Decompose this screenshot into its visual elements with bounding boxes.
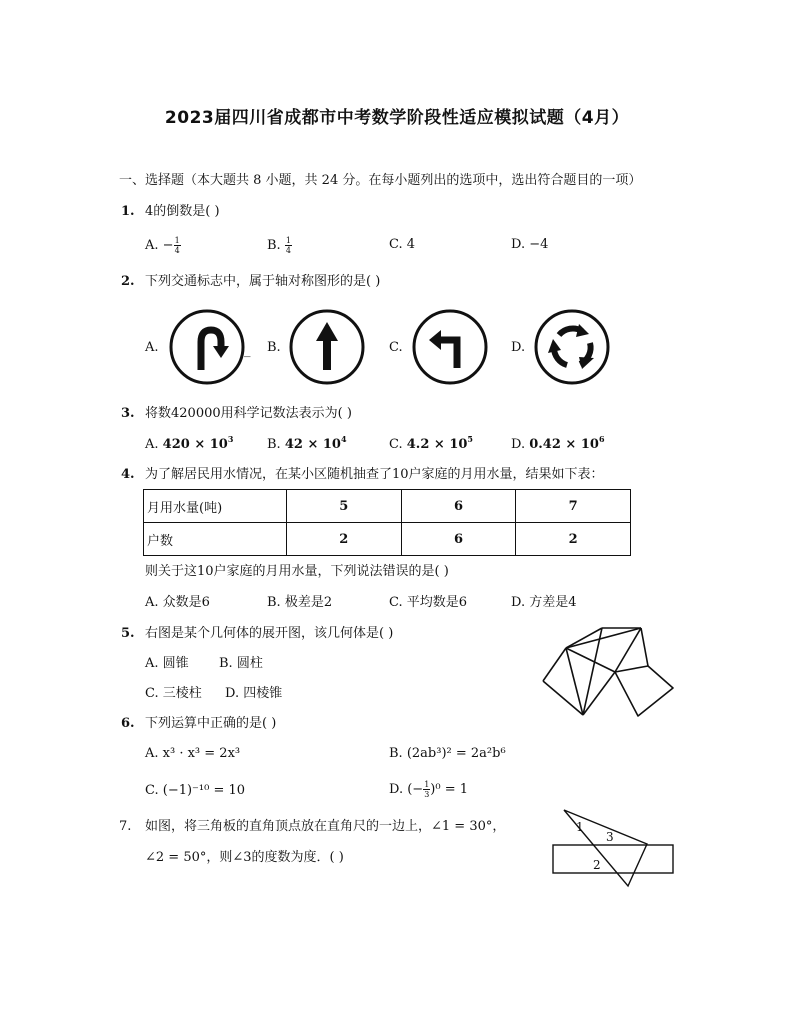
q3-option-d-exponent: 6 [598,434,605,444]
q1-option-a-sign: − [162,238,174,253]
q1-option-a-denominator: 4 [174,246,180,255]
q6-option-d[interactable] [389,780,468,799]
q2-option-d-label[interactable]: D. [511,340,526,355]
table-row [144,490,631,523]
section-header: 一、选择题（本大题共 8 小题，共 24 分。在每小题列出的选项中，选出符合题目的一项） [119,173,642,188]
q5-option-d[interactable]: D. 四棱锥 [225,686,283,701]
q3-option-c-exponent: 5 [467,434,473,444]
triangle-ruler-figure [550,808,676,890]
q6-option-b[interactable]: B. (2ab³)² = 2a²b⁶ [389,746,506,761]
q5-number: 5. [121,626,135,641]
q3-option-d[interactable] [511,436,605,454]
q6-option-c[interactable]: C. (−1)⁻¹⁰ = 10 [145,783,246,798]
q1-option-c[interactable]: C. 4 [389,237,416,252]
q4-stem: 为了解居民用水情况，在某小区随机抽查了10户家庭的月用水量，结果如下表： [145,467,604,482]
q3-option-c-base: 4.2 × 10 [406,437,468,452]
q2-option-b-label[interactable]: B. [267,340,281,355]
q1-option-a-numerator: 1 [174,236,180,245]
q4-option-a[interactable]: A. 众数是6 [145,595,210,610]
table-cell: 2 [516,523,631,556]
q5-option-c[interactable]: C. 三棱柱 [145,686,202,701]
q3-option-b-label: B. [267,437,281,452]
q5-option-a[interactable]: A. 圆锥 [145,656,189,671]
q2-option-a-label[interactable]: A. [145,340,159,355]
q1-option-d[interactable]: D. −4 [511,237,549,252]
page-title: 2023届四川省成都市中考数学阶段性适应模拟试题（4月） [164,108,630,128]
q7-line-1: 如图，将三角板的直角顶点放在直角尺的一边上，∠1 = 30°， [145,819,506,834]
q1-option-b-label: B. [267,238,281,253]
q4-option-c[interactable]: C. 平均数是6 [389,595,468,610]
angle-3-label: 3 [606,830,614,844]
q3-stem: 将数420000用科学记数法表示为( ) [145,406,352,421]
q3-option-a[interactable] [145,436,233,454]
q2-blank: _ [244,343,251,358]
q6-option-a[interactable]: A. x³ · x³ = 2x³ [145,746,241,761]
q4-option-b[interactable]: B. 极差是2 [267,595,333,610]
q6-number: 6. [121,716,135,731]
q4-option-d[interactable]: D. 方差是4 [511,595,577,610]
q6-option-d-open: (− [407,782,424,797]
q1-option-b-denominator: 4 [285,246,291,255]
straight-arrow-sign-icon[interactable] [288,308,366,386]
q3-option-a-label: A. [145,437,159,452]
table-header-cell: 月用水量(吨) [144,490,287,523]
q3-number: 3. [121,406,135,421]
q4-number: 4. [121,467,135,482]
angle-1-label: 1 [576,820,584,834]
left-turn-sign-icon[interactable] [411,308,489,386]
table-header-cell: 户数 [144,523,287,556]
q3-option-b[interactable] [267,436,347,454]
q1-option-b[interactable] [267,236,292,255]
q6-option-d-numerator: 1 [424,780,430,789]
q5-option-b[interactable]: B. 圆柱 [219,656,263,671]
q2-option-c-label[interactable]: C. [389,340,403,355]
table-cell: 6 [401,523,516,556]
q1-option-b-fraction [285,236,292,255]
q5-stem: 右图是某个几何体的展开图，该几何体是( ) [145,626,394,641]
q1-option-a-fraction [174,236,181,255]
u-turn-sign-icon[interactable] [168,308,246,386]
q6-option-d-close: )⁰ = 1 [430,782,469,797]
q2-stem: 下列交通标志中，属于轴对称图形的是( ) [145,274,381,289]
q3-option-b-exponent: 4 [340,434,347,444]
q4-question: 则关于这10户家庭的月用水量，下列说法错误的是( ) [145,564,449,579]
q3-option-d-base: 0.42 × 10 [529,437,599,452]
q6-option-d-denominator: 3 [424,790,430,799]
table-cell: 6 [401,490,516,523]
q7-line-2: ∠2 = 50°，则∠3的度数为度．( ) [145,850,344,865]
q1-option-a[interactable] [145,236,181,255]
table-cell: 7 [516,490,631,523]
q6-stem: 下列运算中正确的是( ) [145,716,277,731]
table-row [144,523,631,556]
q3-option-a-exponent: 3 [227,434,234,444]
q1-option-b-numerator: 1 [285,236,291,245]
angle-2-label: 2 [593,858,601,872]
table-cell: 2 [287,523,402,556]
q2-number: 2. [121,274,135,289]
q7-number: 7. [119,819,132,834]
table-cell: 5 [287,490,402,523]
q6-option-d-label: D. [389,782,404,797]
q3-option-a-base: 420 × 10 [162,437,228,452]
q3-option-c[interactable] [389,436,473,454]
q1-number: 1. [121,204,135,219]
q3-option-c-label: C. [389,437,403,452]
q1-option-a-label: A. [145,238,159,253]
q1-stem: 4的倒数是( ) [145,204,220,219]
q3-option-d-label: D. [511,437,526,452]
q3-option-b-base: 42 × 10 [284,437,341,452]
water-usage-table [143,489,631,556]
roundabout-sign-icon[interactable] [533,308,611,386]
pyramid-net-figure [540,626,680,724]
